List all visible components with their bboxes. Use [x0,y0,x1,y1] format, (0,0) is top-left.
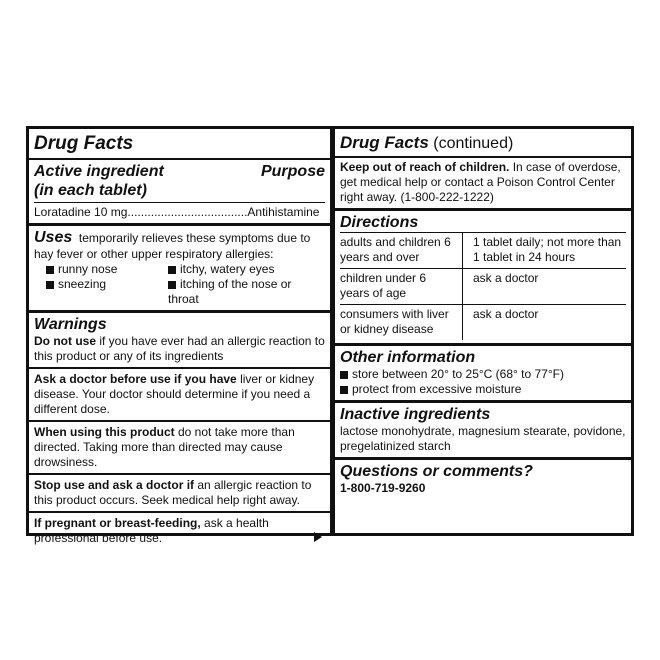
table-row [340,233,626,269]
list-item: itching of the nose or throat [168,277,292,306]
square-bullet-icon [340,371,348,379]
list-item: runny nose [46,262,156,277]
list-item: sneezing [46,277,156,307]
keep-out-section [335,158,631,211]
uses-list [34,262,325,307]
list-item: store between 20° to 25°C (68° to 77°F) [340,367,626,382]
uses-heading: Uses [34,229,73,246]
directions-section [335,211,631,346]
purpose-heading: Purpose [260,163,325,180]
continued-title-block [335,129,631,158]
active-ingredient-heading: Active ingredient [34,163,164,180]
drug-facts-title-block [29,129,330,160]
square-bullet-icon [168,266,176,274]
table-row [340,269,626,305]
when-using-text: do not take more than directed. Taking more than directed may cause drowsiness. [34,425,295,469]
table-cell: 1 tablet daily; not more than 1 tablet in 24 hours [473,235,622,264]
ingredient-line: Loratadine 10 mg....................................Antihistamine [34,202,325,220]
drug-facts-panel-left [26,126,333,545]
inactive-ingredients-section [335,403,631,460]
stop-use-label: Stop use and ask a doctor if [34,478,195,492]
keep-out-text: In case of overdose, get medical help or contact a Poison Control Center right away. (1-800-222-1222) [340,160,621,204]
square-bullet-icon [340,386,348,394]
table-cell: consumers with liver or kidney disease [340,305,463,341]
directions-table [340,233,626,340]
list-item: itchy, watery eyes [168,262,318,277]
warnings-section [29,313,330,549]
uses-text-second: hay fever or other upper respiratory allergies: [34,247,274,261]
do-not-use-text: if you have ever had an allergic reaction to this product or any of its ingredients [34,334,325,363]
uses-text-first: temporarily relieves these symptoms due to [78,231,311,245]
table-cell: children under 6 years of age [340,269,463,305]
pregnant-label: If pregnant or breast-feeding, [34,516,201,530]
inactive-ingredients-heading: Inactive ingredients [340,406,491,423]
do-not-use-label: Do not use [34,334,96,348]
square-bullet-icon [168,281,176,289]
pregnant-text: ask a health professional before use. [34,516,269,545]
other-information-heading: Other information [340,349,476,366]
table-cell: ask a doctor [463,269,627,305]
list-item: protect from excessive moisture [340,382,626,397]
continued-label: (continued) [433,135,514,152]
warnings-heading: Warnings [34,316,107,333]
active-ingredient-subheading: (in each tablet) [34,182,147,199]
stop-use-text: an allergic reaction to this product occurs. Seek medical help right away. [34,478,312,507]
questions-section [335,460,631,499]
directions-heading: Directions [340,213,626,233]
keep-out-label: Keep out of reach of children. [340,160,510,174]
drug-facts-title: Drug Facts [34,133,134,154]
other-information-section [335,346,631,403]
ask-doctor-text: liver or kidney disease. Your doctor should determine if you need a different dose. [34,372,315,416]
continued-title: Drug Facts [340,133,429,152]
drug-facts-panel-right [333,126,634,536]
active-ingredient-section [29,160,330,226]
ask-doctor-label: Ask a doctor before use if you have [34,372,237,386]
continue-arrow-icon [314,532,322,542]
questions-phone: 1-800-719-9260 [340,481,426,495]
square-bullet-icon [46,266,54,274]
table-row [340,305,626,341]
questions-heading: Questions or comments? [340,463,533,480]
uses-section [29,226,330,313]
inactive-ingredients-text: lactose monohydrate, magnesium stearate, povidone, pregelatinized starch [340,424,626,453]
table-cell: ask a doctor [463,305,627,341]
square-bullet-icon [46,281,54,289]
when-using-label: When using this product [34,425,175,439]
table-cell: adults and children 6 years and over [340,233,463,269]
